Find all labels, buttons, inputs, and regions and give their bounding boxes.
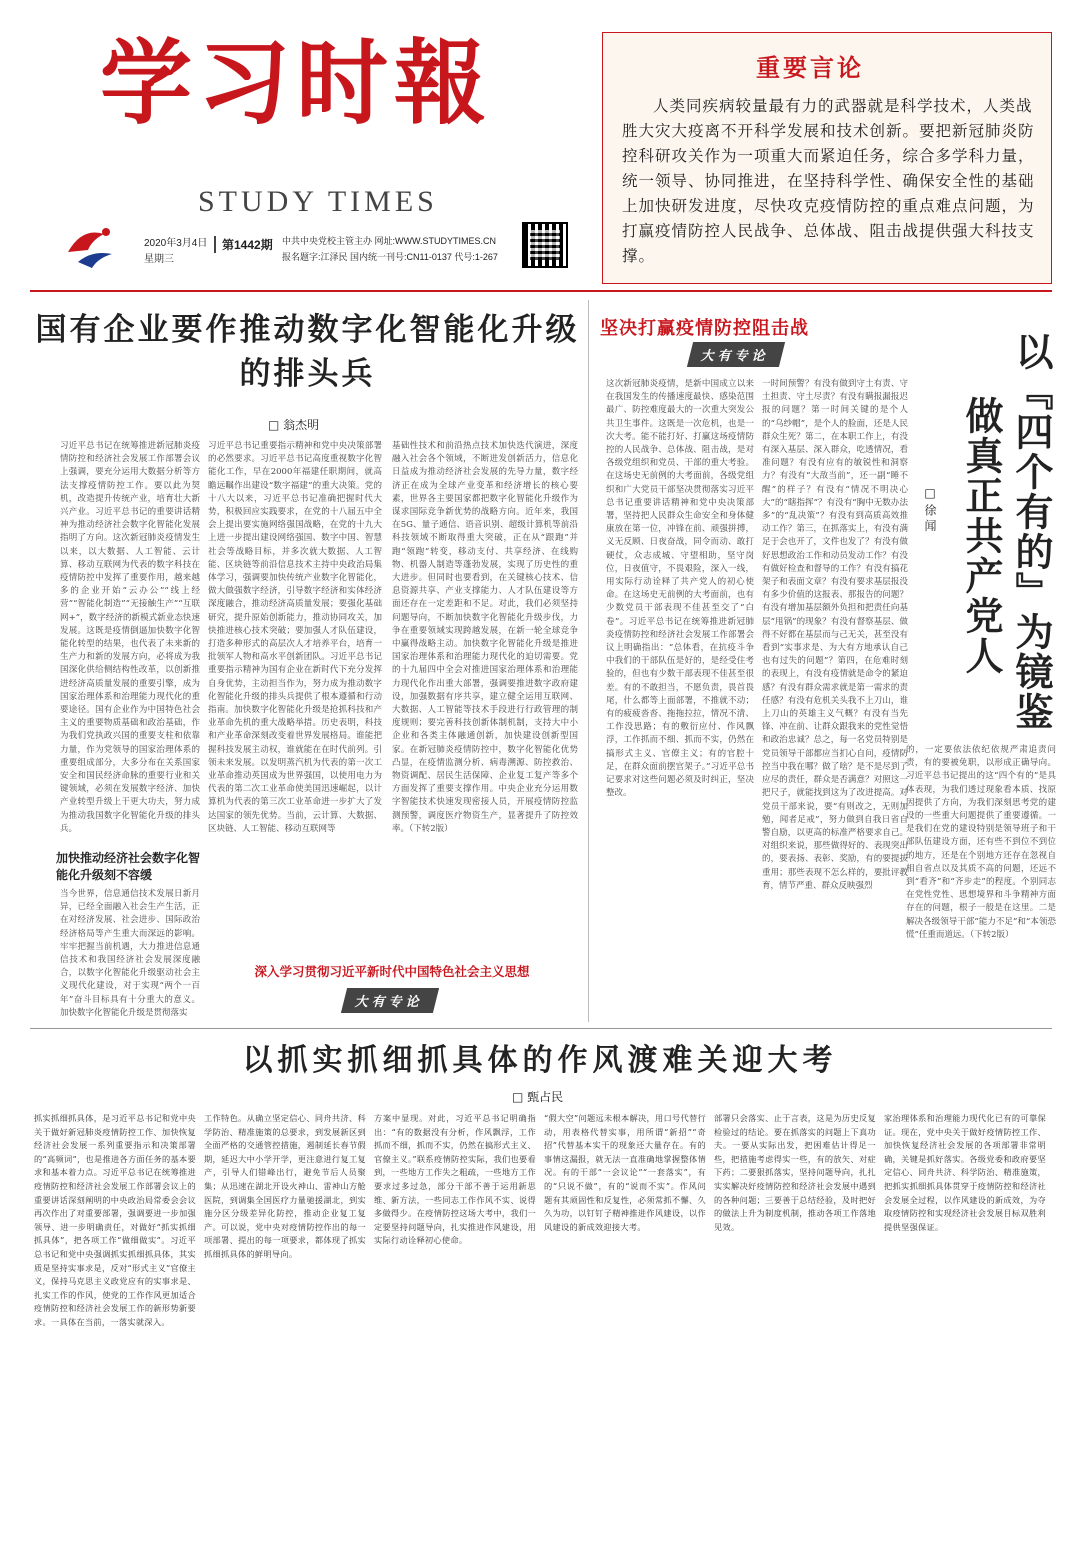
issue-weekday: 星期三 (144, 254, 174, 265)
right-column-stamp: 大有专论 (687, 342, 785, 367)
masthead-divider (30, 290, 1052, 292)
right-column-3: 的，一定要依法依纪依规严肃追责问责，有的要被免职，以形成正确导向。习近平总书记提出的这“四个有的”是具体表现，为我们透过现象看本质、找原因提供了方向，为我们深刻思考党的建设的一些重大问题提供了重要遵循。一是我们在党的建设特别是领导班子和干部队伍建设方面，还有些不到位不到位的地方，还是在个别地方还存在忽视自相自省点以及其质不高的问题，还远不到“看齐”和“齐步走”的程度。个别同志在党性党性、思想境界和斗争精神方面存在的问题，根子一般是在这里。二是解决各级领导干部“能力不足”和“本领恐慌”任重而道远。（下转2版） (906, 745, 1056, 940)
important-remarks-text: 人类同疾病较量最有力的武器就是科学技术，人类战胜大灾大疫离不开科学发展和技术创新。要把新冠肺炎防控科研攻关作为一项重大而紧迫任务，综合多学科力量，统一领导、协同推进，在坚持科学性、确保安全性的基础上加快研发进度，尽快攻克疫情防控的重点难点问题，为打赢疫情防控人民战争、总体战、阻击战提供强大科技支撑。 (622, 97, 1035, 265)
article2-column-2: 工作特色。从确立坚定信心、同舟共济、科学防治、精准施策的总要求，到发展新区到全面严格的交通管控措施，遏制延长春节假期，延迟大中小学开学，更注意进行复工复产，引导人们错峰出行，避免节后人员聚集；从迅速在湖北开设火神山、雷神山方舱医院，到调集全国医疗力量驰援湖北，到实施分区分级差异化防控，推动企业复工复产。可以说，党中央对疫情防控作出的每一项部署、提出的每一项要求，都体现了抓实抓细抓具体的鲜明导向。 (204, 1113, 366, 1259)
article2-column-1: 抓实抓细抓具体，是习近平总书记和党中央关于做好新冠肺炎疫情防控工作、加快恢复经济社会发展一系列重要指示和决策部署的“高频词”，也是推进各方面任务的基本要求和基本着力点。习近平总书记在统筹推进疫情防控和经济社会发展工作部署会议上的重要讲话深刻阐明的中央政治局常委会会议再次作出了对重要部署，强调要进一步加强领导、进一步明确责任，对做好“抓实抓细抓具体”，把各项工作“做细做实”。习近平总书记和党中央强调抓实抓细抓具体，其实质是坚持实事求是，反对“形式主义”官僚主义，保持马克思主义政党应有的实事求是、扎实工作的作风，使党的工作作风更加适合疫情防控和经济社会发展工作的新形势新要求。一具体在当前，一落实就深入。 (34, 1113, 196, 1327)
right-column-2: 一时间预警？有没有做到守土有责、守土担责、守土尽责？有没有瞒报漏报迟报的问题？第一时间关键的是个人的“乌纱帽”，是个人的脸面，还是人民群众生死？第二，在本职工作上，有没有深入基层、深入群众，吃透情况，看准问题？有没有应有的敏锐性和洞察力？有没有“大敌当前”，还一副“睡不醒”的样子？有没有“情况不明决心大”的“瞎指挥”？有没有“胸中无数办法多”的“乱决策”？有没有到高质高效推动工作？第三，在抓落实上，有没有满足于会也开了，文件也发了？有没有做好思想政治工作和动员发动工作？有没有做好检查和督导的工作？有没有搞花架子和表面文章？有没有要求基层报没有多少价值的这报表、那报告的问题？有没有增加基层额外负担和把责任向基层“甩锅”的现象？有没有督察基层、做得不好都在基层而与己无关，甚至没有看到“实事求是、为大有方地承认自己也有过失的问题”？第四，在危难时刻的表现上，有没有疫情就是命令的紧迫感？有没有群众需求就是第一需求的责任感？有没有危机关头我不上刀山，谁上刀山的英雄主义气概？有没有当先锋、冲在前、让群众跟我来的党性觉悟和政治忠诚？总之，每一名党员特别是党员领导干部都应当扪心自问，疫情防控当中我在哪？做了啥？是不是尽到了应尽的责任，群众是否满意？对照这一把尺子，就能找到这为了改进提高。对党员干部来说，要“有则改之，无则加勉，闻者足戒”，努力做到自我日省自警自励，以更高的标准严格要求自己。对组织来说，那些做得好的、表现突出的，要表扬、表彰、奖励，有的要提拔重用；那些表现不怎么样的，要批评教育，情节严重、群众反映强烈 (762, 379, 908, 891)
editor-line: 报名题字:江泽民 国内统一刊号:CN11-0137 代号:1-267 (282, 252, 498, 262)
article1-column-1: 习近平总书记在统筹推进新冠肺炎疫情防控和经济社会发展工作部署会议上强调，要充分运用大数据分析等方法支撑疫情防控工作。要以此为契机，改造提升传统产业，培育壮大新兴产业。习近平总书记的重要讲话精神为推动经济社会数字化智能化发展指明了方向。这次新冠肺炎疫情发生以来，以大数据、人工智能、云计算、移动互联网为代表的数字科技在疫情防控中发挥了重要作用，越来越多的企业开始“云办公”“线上经营”“智能化制造”“无接触生产”“互联网+”，数字经济的新模式新业态快速发展。这既是疫情倒逼加快数字化智能化转型的结果，也代表了未来新的生产力和新的发展方向，必将成为我国深化供给侧结构性改革，以创新推进经济高质量发展的重要引擎，成为国家治理体系和治理能力现代化的重要途径。国有企业作为中国特色社会主义的重要物质基础和政治基础，作为我们党执政兴国的重要支柱和依靠力量，作为党领导的国家治理体系的重要组成部分，大多分布在关系国家安全和国民经济命脉的重要行业和关键领域，必须在发展数字经济、加快产业转型升级上干更大功夫，努力成为推动我国数字化智能化升级的排头兵。 (60, 441, 200, 834)
issue-date: 2020年3月4日 (144, 238, 208, 249)
right-kicker: 坚决打赢疫情防控阻击战 (600, 318, 809, 339)
article1-column-3: 基础性技术和前沿热点技术加快迭代演进，深度融入社会各个领域，不断进发创新活力，信息化日益成为推动经济社会发展的先导力量，数字经济正在成为全球产业变革和经济增长的核心要素，世界各主要国家都把数字化智能化升级作为谋求国际竞争新优势的战略方向。近年来，我国在5G、量子通信、语音识别、超级计算机等前沿科技领域不断取得重大突破，正在从“跟跑”并跑“领跑”转变，移动支付、共享经济、在线购物、机器人制造等蓬勃发展，实现了历史性的重大进步。但同时也要看到，在关键核心技术、信息资源共享、产业支撑能力、人才队伍建设等方面还存在一定差距和不足。对此，我们必须坚持问题导向，不断加快数字化智能化升级步伐，力争在重要领域实现跨越发展，在新一轮全球竞争中赢得战略主动。加快数字化智能化升级是推进国家治理体系和治理能力现代化的迫切需要。党的十九届四中全会对推进国家治理体系和治理能力现代化作出重大部署，强调要推进数字政府建设，加强数据有序共享，建立健全运用互联网、大数据、人工智能等技术手段进行行政管理的制度规则；要完善科技创新体制机制，支持大中小企业和各类主体融通创新，加快建设创新型国家。在新冠肺炎疫情防控中，数字化智能化优势凸显，在疫情监测分析、病毒溯源、防控救治、物资调配、居民生活保障、企业复工复产等多个方面发挥了重要支撑作用。中央企业充分运用数字智能技术快速发现密接人员，开展疫情防控监测预警，调度医疗物资生产，显著提升了防控效率。（下转2版） (392, 441, 578, 834)
qr-code-icon[interactable] (522, 222, 568, 268)
article2-author: □ 甄占民 (512, 1090, 564, 1104)
article2-column-3: 方案中显现。对此，习近平总书记明确指出：“有的数据没有分析，作风飘浮，工作抓而不细，抓而不实，仍然在搞形式主义、官僚主义。”联系疫情防控实际，我们也要看到，一些地方工作失之粗疏，一些地方工作要求过多过急，部分干部不善于运用新思维、新方法，一些同志工作作风不实、说得多做得少。在疫情防控这场大考中，我们一定要坚持问题导向，扎实推进作风建设，用实际行动诠释初心使命。 (374, 1113, 536, 1246)
article1-column-1b: 当今世界，信息通信技术发展日新月异，已经全面融入社会生产生活，正在对经济发展、社会进步、国际政治经济格局等产生重大而深远的影响。牢牢把握当前机遇，大力推进信息通信技术和我国经济社会发展深度融合，以数字化智能化升级驱动社会主义现代化建设，对于实现“两个一百年”奋斗目标具有十分重大的意义。加快数字化智能化升级是贯彻落实 (60, 889, 200, 1018)
column-divider (588, 300, 589, 1022)
article1-column-2: 习近平总书记重要指示精神和党中央决策部署的必然要求。习近平总书记高度重视数字化智能化工作，早在2000年福建任职期间，就高瞻远瞩作出建设“数字福建”的重大决策。党的十八大以来，习近平总书记准确把握时代大势，积极回应实践要求，在党的十八届五中全会上提出要实施网络强国战略，在党的十九大上进一步提出建设网络强国、数字中国、智慧社会等战略目标，并多次就大数据、人工智能、区块链等前沿信息技术主持中央政治局集体学习，强调要加快传统产业数字化智能化，做大做强数字经济，引导数字经济和实体经济深度融合，推动经济高质量发展；要强化基础研究，提升原始创新能力，推动协同攻关，加快推进核心技术突破；要加强人才队伍建设，打造多种形式的高层次人才培养平台，培育一批领军人物和高水平创新团队。习近平总书记重要指示精神为国有企业在新时代下充分发挥自身优势，主动担当作为，努力成为推动数字化智能化升级的排头兵提供了根本遵循和行动指南。加快数字化智能化升级是抢抓科技和产业革命先机的重大战略举措。历史表明，科技和产业革命深刻改变着世界发展格局。谁能把握科技发展主动权，谁就能在在时代前列。引领未来发展。以发明蒸汽机为代表的第一次工业革命推动英国成为世界强国，以使用电力为代表的第二次工业革命使美国迅速崛起，以计算机为代表的第三次工业革命进一步扩大了发达国家的领先优势。当前，云计算、大数据、区块链、人工智能、移动互联网等 (208, 441, 382, 834)
theory-banner: 深入学习贯彻习近平新时代中国特色社会主义思想 (254, 964, 530, 979)
article2-column-6: 家治理体系和治理能力现代化已有的可靠保证。现在，党中央关于做好疫情防控工作、加快恢复经济社会发展的各项部署非常明确，关键是抓好落实。各级党委和政府要坚定信心、同舟共济、科学防治、精准施策，把抓实抓细抓具体贯穿于疫情防控和经济社会发展全过程，以作风建设的新成效，为夺取疫情防控和实现经济社会发展目标双胜利提供坚强保证。 (884, 1113, 1046, 1232)
article2-column-4: “假大空”问题远未根本解决，用口号代替行动，用表格代替实事，用所谓“新招”“奇招”代替基本实干的现象还大量存在。有的事情这漏报，就无法一直准确地掌握整体情况。有的干部“一会议论”“一套落实”，有的“只说不做”，有的“说而不实”。作风问题有其顽固性和反复性，必须常抓不懈、久久为功，以钉钉子精神推进作风建设，以作风建设的新成效迎接大考。 (544, 1113, 706, 1232)
article1-subheading: 加快推动经济社会数字化智能化升级刻不容缓 (56, 851, 201, 882)
article2-column-5: 部署只会落实、止于言表，这是为历史反复检验过的结论。要在抓落实的问题上下真功夫。一要从实际出发，把困难估计得足一些，把措施考虑得实一些，有的放矢、对症下药；二要狠抓落实，坚持问题导向，扎扎实实解决好疫情防控和经济社会发展中遇到的各种问题；三要善于总结经验，及时把好的做法上升为制度机制，推动各项工作落地见效。 (714, 1113, 876, 1232)
right-author: □ 徐 闻 (923, 486, 937, 532)
right-headline-a[interactable]: 以『四个有的』为镜鉴 (1009, 332, 1054, 732)
column-label-stamp: 大有专论 (341, 988, 439, 1013)
publisher-line: 中共中央党校主管主办 网址:WWW.STUDYTIMES.CN (282, 236, 496, 246)
newspaper-logo-icon (62, 222, 122, 272)
right-headline-b[interactable]: 做真正共产党人 (959, 396, 1004, 676)
section-divider (30, 1028, 1052, 1029)
article1-headline[interactable]: 国有企业要作推动数字化智能化升级的排头兵 (35, 312, 580, 392)
important-remarks-heading: 重要言论 (756, 53, 864, 82)
masthead-title: 学习时報 (100, 29, 493, 137)
issue-number: 第1442期 (214, 236, 273, 253)
right-column-1: 这次新冠肺炎疫情，是新中国成立以来在我国发生的传播速度最快、感染范围最广、防控难度最大的一次重大突发公共卫生事件。这既是一次危机，也是一次大考。能不能打好、打赢这场疫情防控的人民战争、总体战、阻击战，是对各级党组织和党员、干部的重大考验。在这场史无前例的大考面前，各级党组织和广大党员干部坚决贯彻落实习近平总书记重要讲话精神和党中央决策部署，坚持把人民群众生命安全和身体健康放在第一位，冲锋在前、顽强拼搏，义无反顾、日夜奋战，同令而动、敢打硬仗，众志成城、守望相助，坚守岗位，日夜值守，不畏艰险，深入一线，用实际行动诠释了共产党人的初心使命。在这场史无前例的大考面前，也有少数党员干部表现不佳甚至交了“白卷”。习近平总书记在统筹推进新冠肺炎疫情防控和经济社会发展工作部署会议上明确指出：“总体看，在抗疫斗争中我们的干部队伍是好的，是经受住考验的，但也有少数干部表现不佳甚至很差。有的不敢担当，不愿负责，畏首畏尾，什么都等上面部署，不推就不动；有的疲疲沓沓、拖拖拉拉，情况不清、工作没思路；有的敷衍应付、作风飘浮，工作抓而不细、抓而不实，仍然在搞形式主义、官僚主义；有的官腔十足，在群众面前摆官架子。”习近平总书记要求对这些问题必须及时纠正，坚决整改。 (606, 379, 754, 799)
masthead-english: STUDY TIMES (198, 185, 438, 218)
article1-author: □ 翁杰明 (268, 418, 320, 432)
article2-headline[interactable]: 以抓实抓细抓具体的作风渡难关迎大考 (242, 1043, 838, 1078)
